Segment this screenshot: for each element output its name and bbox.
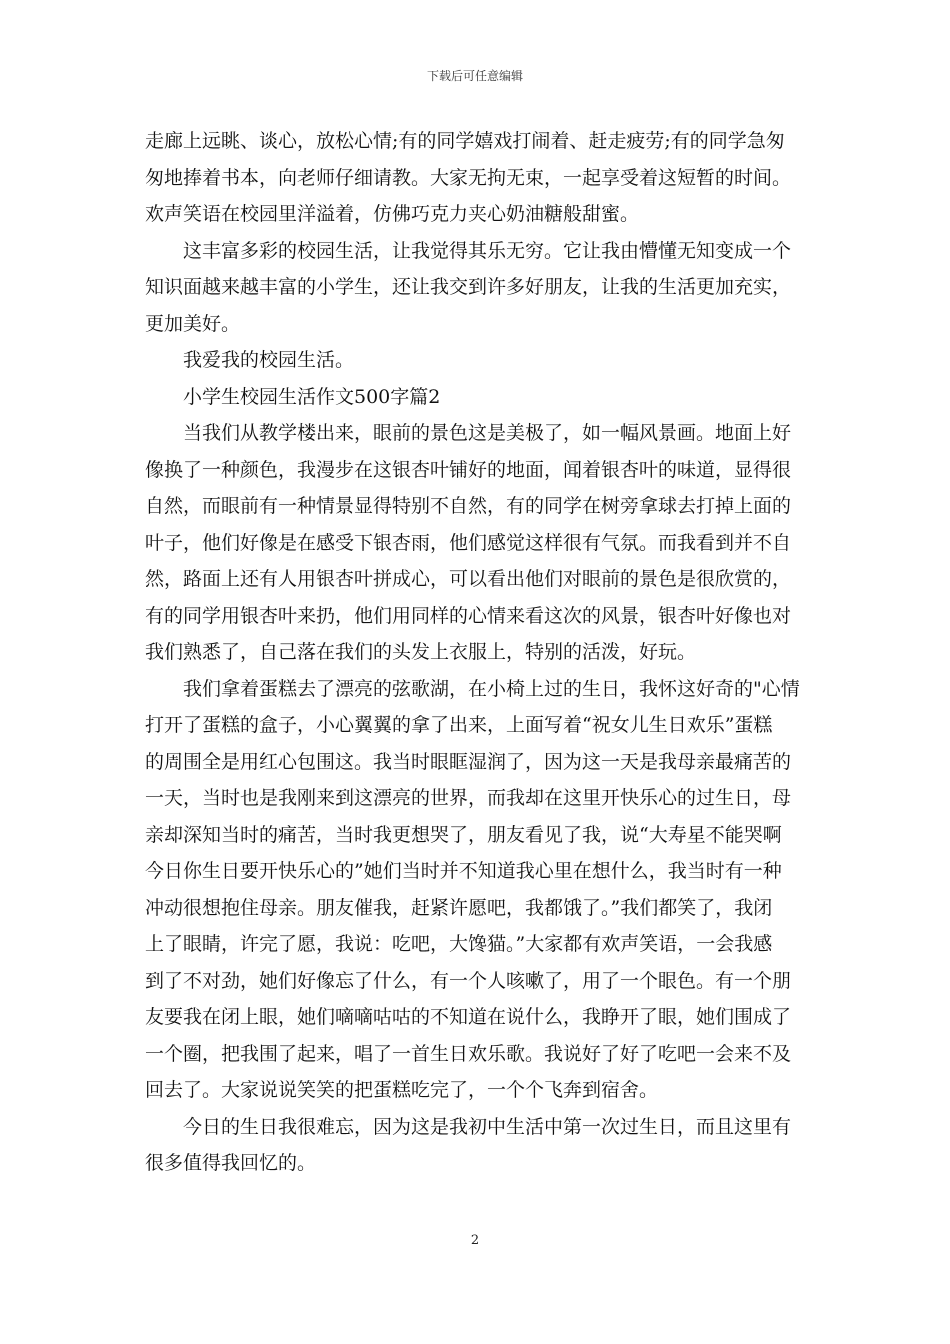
text-line: 很多值得我回忆的。 <box>145 1152 317 1174</box>
paragraph-start-line: 这丰富多彩的校园生活，让我觉得其乐无穷。它让我由懵懂无知变成一个 <box>183 239 792 262</box>
page-header: 下载后可任意编辑 <box>426 69 523 83</box>
text-line: 上了眼睛，许完了愿，我说：吃吧，大馋猫。”大家都有欢声笑语，一会我感 <box>145 933 773 955</box>
paragraph-start-line: 当我们从教学楼出来，眼前的景色这是美极了，如一幅风景画。地面上好 <box>183 422 792 444</box>
text-line: 一天，当时也是我刚来到这漂亮的世界，而我却在这里开快乐心的过生日，母 <box>145 787 792 809</box>
text-line: 然，路面上还有人用银杏叶拼成心，可以看出他们对眼前的景色是很欣赏的， <box>145 568 792 590</box>
text-line: 叶子，他们好像是在感受下银杏雨，他们感觉这样很有气氛。而我看到并不自 <box>145 531 792 554</box>
text-line: 今日你生日要开快乐心的”她们当时并不知道我心里在想什么，我当时有一种 <box>145 860 782 882</box>
text-line: 知识面越来越丰富的小学生，还让我交到许多好朋友，让我的生活更加充实， <box>145 276 792 298</box>
paragraph-start-line: 我爱我的校园生活。 <box>183 349 355 371</box>
text-line: 打开了蛋糕的盒子，小心翼翼的拿了出来，上面写着“祝女儿生日欢乐”蛋糕 <box>145 714 773 736</box>
text-line: 冲动很想抱住母亲。朋友催我，赶紧许愿吧，我都饿了。”我们都笑了，我闭 <box>145 896 773 919</box>
text-line: 友要我在闭上眼，她们嘀嘀咕咕的不知道在说什么，我睁开了眼，她们围成了 <box>145 1006 792 1028</box>
text-line: 更加美好。 <box>145 312 241 335</box>
text-line: 走廊上远眺、谈心，放松心情;有的同学嬉戏打闹着、赶走疲劳;有的同学急匆 <box>145 130 785 152</box>
text-line: 自然，而眼前有一种情景显得特别不自然，有的同学在树旁拿球去打掉上面的 <box>145 495 792 517</box>
text-line: 一个圈，把我围了起来，唱了一首生日欢乐歌。我说好了好了吃吧一会来不及 <box>145 1042 792 1065</box>
text-line: 有的同学用银杏叶来扔，他们用同样的心情来看这次的风景，银杏叶好像也对 <box>145 604 792 627</box>
text-line: 到了不对劲，她们好像忘了什么，有一个人咳嗽了，用了一个眼色。有一个朋 <box>145 969 792 992</box>
paragraph-start-line: 今日的生日我很难忘，因为这是我初中生活中第一次过生日，而且这里有 <box>183 1115 792 1138</box>
text-line: 像换了一种颜色，我漫步在这银杏叶铺好的地面，闻着银杏叶的味道，显得很 <box>145 458 792 481</box>
paragraph-start-line: 我们拿着蛋糕去了漂亮的弦歌湖，在小椅上过的生日，我怀这好奇的"心情 <box>183 677 800 700</box>
text-line: 回去了。大家说说笑笑的把蛋糕吃完了，一个个飞奔到宿舍。 <box>145 1079 659 1101</box>
page-number: 2 <box>470 1233 480 1248</box>
text-line: 我们熟悉了，自己落在我们的头发上衣服上，特别的活泼，好玩。 <box>145 641 697 663</box>
document-body <box>145 123 807 1182</box>
text-line: 亲却深知当时的痛苦，当时我更想哭了，朋友看见了我，说“大寿星不能哭啊 <box>145 823 782 846</box>
text-line: 欢声笑语在校园里洋溢着，仿佛巧克力夹心奶油糖般甜蜜。 <box>145 203 640 225</box>
text-line: 匆地捧着书本，向老师仔细请教。大家无拘无束，一起享受着这短暂的时间。 <box>145 166 792 189</box>
section-title: 小学生校园生活作文500字篇2 <box>183 385 441 408</box>
text-line: 的周围全是用红心包围这。我当时眼眶湿润了，因为这一天是我母亲最痛苦的 <box>145 750 792 773</box>
